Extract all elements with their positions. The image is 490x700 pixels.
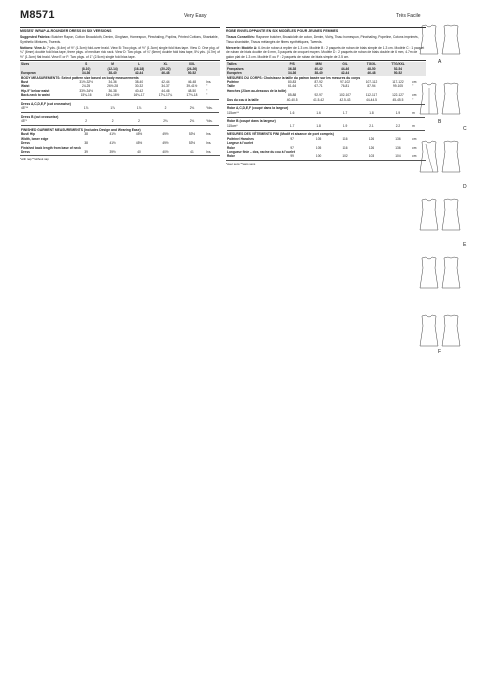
cell: 16¼-16½ bbox=[105, 93, 120, 98]
cell: 1⅞ bbox=[110, 106, 115, 111]
cell: 42-44 bbox=[161, 80, 170, 85]
cell: 2.1 bbox=[369, 123, 374, 128]
european-size: 46-48 bbox=[161, 71, 170, 76]
european-label: Européen bbox=[227, 71, 242, 76]
size-header: TG/XL bbox=[366, 62, 377, 67]
cell: 53½ bbox=[188, 132, 196, 137]
size-header: TTG/XXL bbox=[391, 62, 405, 67]
row-label: 45"* bbox=[21, 119, 27, 124]
cell: 80-83 bbox=[288, 80, 297, 85]
row-label: Dress bbox=[21, 149, 30, 154]
european-size: 42-44 bbox=[340, 71, 350, 76]
cell: 40½ bbox=[162, 149, 169, 154]
size-header: S bbox=[85, 62, 88, 67]
row-label: Dress bbox=[21, 141, 30, 146]
european-label: European bbox=[21, 71, 36, 76]
notions-fr bbox=[226, 46, 426, 59]
sizes-table-en bbox=[20, 62, 220, 154]
cell: 40-42 bbox=[134, 88, 144, 93]
cell: 112-117 bbox=[365, 93, 378, 98]
cell: 2⅛ bbox=[189, 106, 195, 111]
unit: Ins. bbox=[206, 149, 212, 154]
dress-front-back-icon bbox=[416, 254, 468, 312]
size-header: XL bbox=[163, 62, 168, 67]
notions-label: Mercerie: Modèle A: bbox=[226, 45, 258, 50]
view-f-drawing bbox=[416, 312, 468, 370]
european-size: 34-36 bbox=[288, 71, 297, 76]
unit: cm bbox=[412, 145, 417, 150]
row-label: Back-neck to waist bbox=[21, 93, 50, 98]
unit: " bbox=[412, 84, 414, 89]
cell: 1.6 bbox=[289, 110, 295, 115]
fabrics-text: Butcher Rayon, Cotton Broadcloth, Denim, Gingham, Homespun, Pinwhaling, Poplins, Printed Cottons, Shantable, Synthetic Mixtures, Tweeds. bbox=[20, 35, 219, 44]
cell: 1.9 bbox=[395, 110, 401, 115]
cell: 1.8 bbox=[316, 123, 321, 128]
cell: 38 bbox=[84, 132, 88, 137]
cell: 102 bbox=[342, 154, 348, 159]
fabrics-fr bbox=[226, 35, 426, 44]
view-e-drawing bbox=[416, 242, 468, 312]
cell: 1⅞ bbox=[83, 106, 89, 111]
cell: 104 bbox=[395, 154, 401, 159]
unit: " bbox=[206, 88, 208, 93]
cell: 97 bbox=[290, 136, 294, 141]
cell: 26½-28 bbox=[107, 84, 118, 89]
row-label: 115cm* bbox=[227, 123, 238, 128]
row-label: Hanches (23cm au-dessous de la taille) bbox=[227, 88, 287, 93]
european-size: 38-40 bbox=[108, 71, 117, 76]
size-header: P/S bbox=[289, 62, 295, 67]
cell: 39 bbox=[84, 149, 88, 154]
unit: cm bbox=[412, 154, 417, 159]
view-label: E bbox=[463, 242, 467, 248]
dress-front-back-icon bbox=[416, 22, 468, 80]
cell: 39-41½ bbox=[186, 84, 198, 89]
divider bbox=[226, 60, 426, 61]
dress-front-back-icon bbox=[416, 312, 468, 370]
french-label: Françaises bbox=[227, 66, 244, 71]
cell: 45½ bbox=[135, 141, 143, 146]
cell: 92-97 bbox=[314, 93, 323, 98]
cell: 45½ bbox=[135, 132, 143, 137]
notions-en bbox=[20, 46, 220, 59]
row-label: Hip-9" below waist bbox=[21, 88, 50, 93]
cell: 2⅛ bbox=[189, 119, 195, 124]
cell: 46-48 bbox=[187, 80, 197, 85]
cell: 116 bbox=[342, 145, 348, 150]
cell: 2 bbox=[164, 106, 167, 111]
sizes-label: Tailles bbox=[227, 62, 237, 67]
french-size: 44-46 bbox=[340, 66, 350, 71]
cell: 2 bbox=[111, 119, 114, 124]
cell: 49½ bbox=[162, 132, 169, 137]
cell: 2⅛ bbox=[163, 119, 168, 124]
cell: 126 bbox=[368, 145, 375, 150]
row-label: 115cm** bbox=[227, 110, 239, 115]
unit: " bbox=[206, 93, 208, 98]
cell: 87-94 bbox=[367, 84, 376, 89]
cell: 1⅞ bbox=[136, 106, 142, 111]
row-label: Waist bbox=[21, 84, 30, 89]
cell: 2 bbox=[85, 119, 88, 124]
view-label: A bbox=[438, 59, 442, 65]
footnote-en: *with nap **without nap bbox=[20, 157, 49, 162]
cell: 53½ bbox=[188, 141, 196, 146]
cell: 1.7 bbox=[289, 123, 295, 128]
cell: 103 bbox=[368, 154, 375, 159]
cell: 126 bbox=[368, 136, 375, 141]
unit: Ins. bbox=[206, 132, 212, 137]
cell: 105 bbox=[315, 145, 322, 150]
divider bbox=[20, 60, 220, 61]
row-label: Taille bbox=[227, 84, 235, 89]
cell: 1.6 bbox=[316, 110, 321, 115]
view-b-drawing bbox=[416, 80, 468, 138]
pattern-number: M8571 bbox=[20, 9, 55, 21]
notions-text: 6.4m de ruban à replier de 1.3 cm. Modèle B : 2 paquets de ruban de biais simple de 1.3 cm. Modèle C : 1 paquet de ruban de biais double de 6 mm, 3 paquets de croquet moyen. Modèle D : 2 paquets de ruban de biais double de 6 mm, 4.7m de galon plat de 1.3 cm. Modèle E ou F : 2 paquets de ruban de biais simple de 2.5 cm. bbox=[226, 45, 425, 59]
cell: 36-38 bbox=[108, 88, 117, 93]
european-size: 34-36 bbox=[82, 71, 91, 76]
cell: 97 bbox=[290, 145, 294, 150]
size-header: L bbox=[138, 62, 141, 67]
dress-front-back-icon bbox=[416, 80, 468, 138]
finished-measurements-title: FINISHED GARMENT MEASUREMENTS (includes Design and Wearing Ease) bbox=[21, 127, 141, 132]
cell: 16¾-17 bbox=[133, 93, 145, 98]
cell: 117-122 bbox=[392, 80, 404, 85]
cell: 44-46 bbox=[161, 88, 170, 93]
row-label: Longueur finie – dos, racine du cou à l'ourlet bbox=[227, 149, 295, 154]
unit: " bbox=[206, 84, 208, 89]
cell: 34-36 bbox=[108, 80, 117, 85]
french-size: 40-42 bbox=[314, 66, 323, 71]
row-label: Robe bbox=[227, 145, 235, 150]
cell: 116 bbox=[342, 136, 348, 141]
unit: cm bbox=[412, 80, 417, 85]
row-label: Width, lower edge bbox=[21, 136, 49, 141]
fabrics-label: Tissus Conseillés: bbox=[226, 35, 255, 40]
cell: 100 bbox=[315, 154, 322, 159]
dress-acdef-title: Dress A,C,D,E,F (cut crosswise) bbox=[21, 101, 71, 106]
fabrics-label: Suggested Fabrics: bbox=[20, 35, 51, 40]
body-measurements-title: MESURES DU CORPS: Choisissez la taille du patron basée sur les mesures du corps bbox=[227, 75, 361, 80]
unit: cm bbox=[412, 136, 417, 141]
french-size: 52-54 bbox=[393, 66, 403, 71]
cell: 17⅜-18 bbox=[186, 93, 198, 98]
cell: 41.5-42 bbox=[313, 97, 324, 102]
cell: 15¾-16 bbox=[80, 93, 92, 98]
sizes-label: Sizes bbox=[21, 62, 30, 67]
row-label: Bust bbox=[21, 80, 29, 85]
fabrics-en bbox=[20, 35, 220, 44]
cell: 99 bbox=[290, 154, 294, 159]
size-header: M/M bbox=[315, 62, 322, 67]
cell: 49½ bbox=[162, 141, 169, 146]
body-measurements-title: BODY MEASUREMENTS: Select pattern size based on body measurements bbox=[21, 75, 139, 80]
unit: cm bbox=[412, 93, 417, 98]
european-size: 50-52 bbox=[393, 71, 403, 76]
view-label: D bbox=[463, 184, 467, 190]
cell: 107-112 bbox=[365, 80, 378, 85]
unit: Yds. bbox=[206, 119, 213, 124]
unit: Ins. bbox=[206, 141, 212, 146]
notions-label: Notions: View A: bbox=[20, 45, 47, 50]
french-column bbox=[226, 26, 426, 166]
row-label: 45"** bbox=[21, 106, 29, 111]
view-label: F bbox=[438, 349, 442, 355]
size-sub: (12-14) bbox=[107, 66, 118, 71]
cell: 39½ bbox=[109, 149, 116, 154]
cell: 40-40.5 bbox=[286, 97, 298, 102]
view-d-drawing bbox=[416, 184, 468, 254]
cell: 1.7 bbox=[342, 110, 348, 115]
row-label: Robe bbox=[227, 154, 235, 159]
row-label: Poitrine bbox=[227, 80, 239, 85]
view-c-drawing bbox=[416, 126, 468, 196]
unit: Yds. bbox=[206, 106, 213, 111]
size-header: M bbox=[111, 62, 114, 67]
cell: 48-50 bbox=[187, 88, 197, 93]
cell: 2.2 bbox=[395, 123, 401, 128]
cell: 97-102 bbox=[340, 80, 350, 85]
divider bbox=[20, 27, 220, 28]
dress-front-back-icon bbox=[416, 138, 468, 196]
divider bbox=[226, 27, 426, 28]
unit: Ins. bbox=[206, 80, 212, 85]
size-header: XXL bbox=[188, 62, 196, 67]
cell: 41½ bbox=[109, 132, 116, 137]
footnote-fr: *avec sens **sans sens bbox=[226, 161, 256, 166]
sizes-table-fr bbox=[226, 62, 426, 158]
view-a-drawing bbox=[416, 22, 468, 80]
cell: 41 bbox=[190, 149, 194, 154]
size-sub: (16-18) bbox=[133, 66, 145, 71]
row-label: Dos du cou à la taille bbox=[227, 97, 259, 102]
dress-b-title: Dress B (cut crosswise) bbox=[21, 114, 59, 119]
cell: 67-71 bbox=[314, 84, 323, 89]
size-sub: (24-26) bbox=[186, 66, 198, 71]
difficulty-fr: Très Facile bbox=[396, 13, 421, 19]
title-fr: ROBE ENVELOPPANTE EN SIX MODÈLES POUR JEUNES FEMMES bbox=[226, 29, 339, 33]
row-label: Finished back length from base of neck bbox=[21, 145, 81, 150]
cell: 40 bbox=[137, 149, 141, 154]
unit: " bbox=[412, 97, 414, 102]
cell: 45-45.5 bbox=[392, 97, 404, 102]
unit: m bbox=[412, 123, 415, 128]
european-size: 38-40 bbox=[314, 71, 323, 76]
english-column bbox=[20, 26, 220, 162]
french-size: 36-38 bbox=[288, 66, 297, 71]
cell: 34-37 bbox=[161, 84, 170, 89]
cell: 33½-34½ bbox=[79, 88, 93, 93]
cell: 136 bbox=[395, 145, 401, 150]
view-drawings bbox=[416, 22, 468, 370]
size-header: G/L bbox=[342, 62, 348, 67]
cell: 105 bbox=[315, 136, 322, 141]
cell: 85-88 bbox=[288, 93, 297, 98]
robe-acdef-title: Robe A,C,D,E,F (coupé dans la largeur) bbox=[227, 106, 289, 111]
view-label: C bbox=[463, 126, 467, 132]
dress-front-back-icon bbox=[416, 196, 468, 254]
cell: 44-44.5 bbox=[366, 97, 377, 102]
cell: 122-127 bbox=[392, 93, 404, 98]
cell: 38-40 bbox=[134, 80, 144, 85]
french-size: 48-50 bbox=[367, 66, 376, 71]
european-size: 50-52 bbox=[187, 71, 197, 76]
finished-measurements-title: MESURES DES VÊTEMENTS FINI (Modif et aisance de port compris) bbox=[227, 132, 334, 137]
cell: 24-25 bbox=[82, 84, 91, 89]
robe-b-title: Robe B (coupé dans la largeur) bbox=[227, 119, 276, 124]
cell: 30-32 bbox=[134, 84, 144, 89]
size-sub: (20-22) bbox=[160, 66, 171, 71]
notions-text: 7 yds. (6.4m) of ½" (1.3cm) fold-over braid. View B: Two pkgs. of ½" (1.3cm) single fold bias tape. View C: One pkg. of ¼" (6mm) double fold bias tape, three pkgs. of medium rick rack. View D: Two pkgs. of ¼" (6mm) double fold bias tape, 5⅛ yds. (4.7m) of ½" (1.3cm) flat braid. View E or F: Two pkgs. of 1" (2.5cm) single fold bias tape. bbox=[20, 45, 220, 59]
cell: 17⅛-17¼ bbox=[158, 93, 173, 98]
cell: 41½ bbox=[109, 141, 116, 146]
cell: 38 bbox=[84, 141, 88, 146]
cell: 87-92 bbox=[314, 80, 323, 85]
cell: 136 bbox=[395, 136, 401, 141]
size-sub: (8-10) bbox=[81, 66, 91, 71]
cell: 76-81 bbox=[340, 84, 350, 89]
unit: m bbox=[412, 110, 415, 115]
cell: 102-107 bbox=[339, 93, 351, 98]
difficulty-en: Very Easy bbox=[184, 13, 207, 19]
row-label: Largeur à l'ourlet bbox=[227, 141, 253, 146]
fabrics-text: Rayonne butcher, Broadcloth de coton, Denim, Vichy, Tissu homespun, Pinwhaling, Popeline, Cotons imprimés, Tissu shantable, Tissus mélangés de fibres synthétiques, Tweeds. bbox=[226, 35, 419, 44]
row-label: Bust/ Hip bbox=[21, 132, 35, 137]
cell: 99-105 bbox=[392, 84, 403, 89]
cell: 2 bbox=[138, 119, 140, 124]
title-en: MISSES' WRAP-A-ROUNDER DRESS IN SIX VERSIONS bbox=[20, 29, 112, 33]
cell: 31½-32½ bbox=[79, 80, 93, 85]
row-label: Poitrine/ Hanches bbox=[227, 136, 254, 141]
european-size: 46-48 bbox=[367, 71, 376, 76]
cell: 61-64 bbox=[288, 84, 297, 89]
cell: 42.5-43 bbox=[339, 97, 351, 102]
view-label: B bbox=[438, 119, 442, 125]
cell: 1.8 bbox=[369, 110, 374, 115]
cell: 1.9 bbox=[342, 123, 348, 128]
european-size: 42-44 bbox=[134, 71, 144, 76]
